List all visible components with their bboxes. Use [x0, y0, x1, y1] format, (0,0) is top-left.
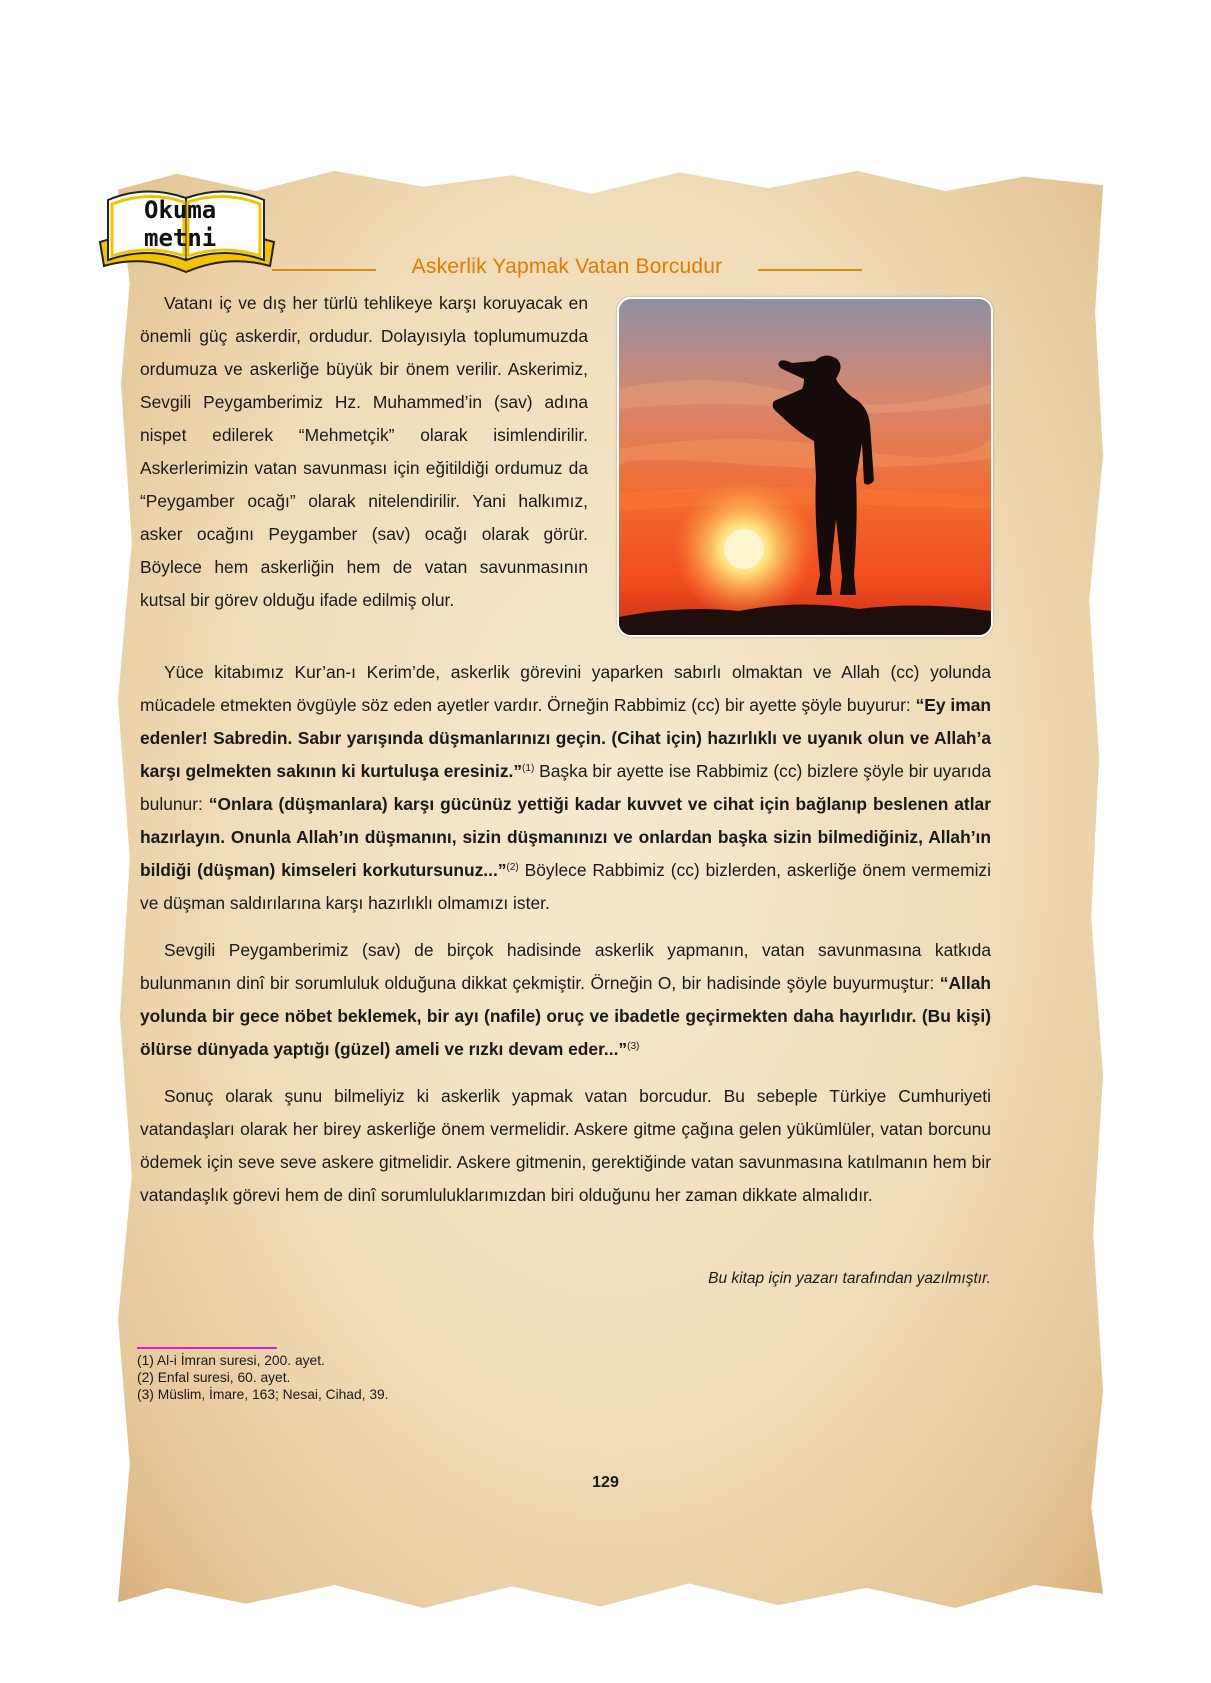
- footnote-3: (3) Müslim, İmare, 163; Nesai, Cihad, 39.: [137, 1387, 389, 1402]
- okuma-metni-badge: [96, 180, 278, 275]
- main-text: [140, 656, 991, 1226]
- footnote-divider: [137, 1347, 277, 1349]
- footnote-1: (1) Al-i İmran suresi, 200. ayet.: [137, 1353, 325, 1368]
- page-title: Askerlik Yapmak Vatan Borcudur: [411, 255, 723, 278]
- footnote-ref-3: (3): [627, 1041, 640, 1052]
- quote-ali-imran: “Ey iman edenler! Sabredin. Sabır yarışında düşmanlarınızı geçin. (Cihat için) hazırlıklı ve uyanık olun ve Allah’a karşı gelmekten sakının ki kurtuluşa eresiniz.”: [140, 695, 992, 781]
- page-number: 129: [592, 1474, 619, 1491]
- paragraph-hadith: [140, 934, 991, 1066]
- quote-hadith: “Allah yolunda bir gece nöbet beklemek, bir ayı (nafile) oruç ve ibadetle geçirmekten daha hayırlıdır. (Bu kişi) ölürse dünyada yaptığı (güzel) ameli ve rızkı devam eder...”: [140, 973, 991, 1059]
- badge-line-1: Okuma: [144, 196, 217, 224]
- paragraph-quran: [140, 656, 991, 920]
- quote-enfal: “Onlara (düşmanlara) karşı gücünüz yettiği kadar kuvvet ve cihat için bağlanıp beslenen atlar hazırlayın. Onunla Allah’ın düşmanını, sizin düşmanınızı ve onlardan başka sizin bilmediğiniz, Allah’ın bildiği (düşman) kimseleri korkutursunuz...”: [140, 794, 991, 880]
- footnotes: [137, 1352, 389, 1403]
- p2-text-c: Böylece Rabbimiz (cc) bizlerden, askerliğe önem vermemizi ve düşman saldırılarına karşı hazırlıklı olmamızı ister.: [140, 860, 991, 913]
- title-row: [272, 255, 862, 285]
- soldier-silhouette-image: [619, 299, 991, 635]
- footnote-ref-1: (1): [522, 763, 535, 774]
- intro-text: Vatanı iç ve dış her türlü tehlikeye karşı koruyacak en önemli güç askerdir, ordudur. Dolayısıyla toplumumuzda ordumuza ve askerliğe büyük bir önem verilir. Askerimiz, Sevgili Peygamberimiz Hz. Muhammed’in (sav) adına nispet edilerek “Mehmetçik” olarak isimlendirilir. Askerlerimizin vatan savunması için eğitildiği ordumuz da “Peygamber ocağı” olarak nitelendirilir. Yani halkımız, asker ocağını Peygamber (sav) ocağı olarak görür. Böylece hem askerliğin hem de vatan savunmasının kutsal bir görev olduğu ifade edilmiş olur.: [140, 293, 588, 610]
- soldier-salute-sunset-photo: [617, 297, 993, 637]
- author-credit: Bu kitap için yazarı tarafından yazılmıştır.: [708, 1270, 991, 1287]
- footnote-2: (2) Enfal suresi, 60. ayet.: [137, 1370, 291, 1385]
- p3-text-a: Sevgili Peygamberimiz (sav) de birçok hadisinde askerlik yapmanın, vatan savunmasına katkıda bulunmanın dinî bir sorumluluk olduğuna dikkat çekmiştir. Örneğin O, bir hadisinde şöyle buyurmuştur:: [140, 940, 991, 993]
- p2-text-b: Başka bir ayette ise Rabbimiz (cc) bizlere şöyle bir uyarıda bulunur:: [140, 761, 991, 814]
- p2-text-a: Yüce kitabımız Kur’an-ı Kerim’de, askerlik görevini yaparken sabırlı olmaktan ve Allah (cc) yolunda mücadele etmekten övgüyle söz eden ayetler vardır. Örneğin Rabbimiz (cc) bir ayette şöyle buyurur:: [140, 662, 991, 715]
- paragraph-conclusion: Sonuç olarak şunu bilmeliyiz ki askerlik yapmak vatan borcudur. Bu sebeple Türkiye Cumhuriyeti vatandaşları olarak her birey askerliğe önem vermelidir. Askere gitme çağına gelen yükümlüler, vatan borcunu ödemek için seve seve askere gitmelidir. Askere gitmenin, gerektiğinde vatan savunmasına katılmanın hem bir vatandaşlık görevi hem de dinî sorumluluklarımızdan biri olduğunu her zaman dikkate almalıdır.: [140, 1086, 991, 1205]
- footnote-ref-2: (2): [506, 862, 519, 873]
- intro-paragraph: [140, 287, 588, 617]
- badge-line-2: metni: [144, 224, 217, 252]
